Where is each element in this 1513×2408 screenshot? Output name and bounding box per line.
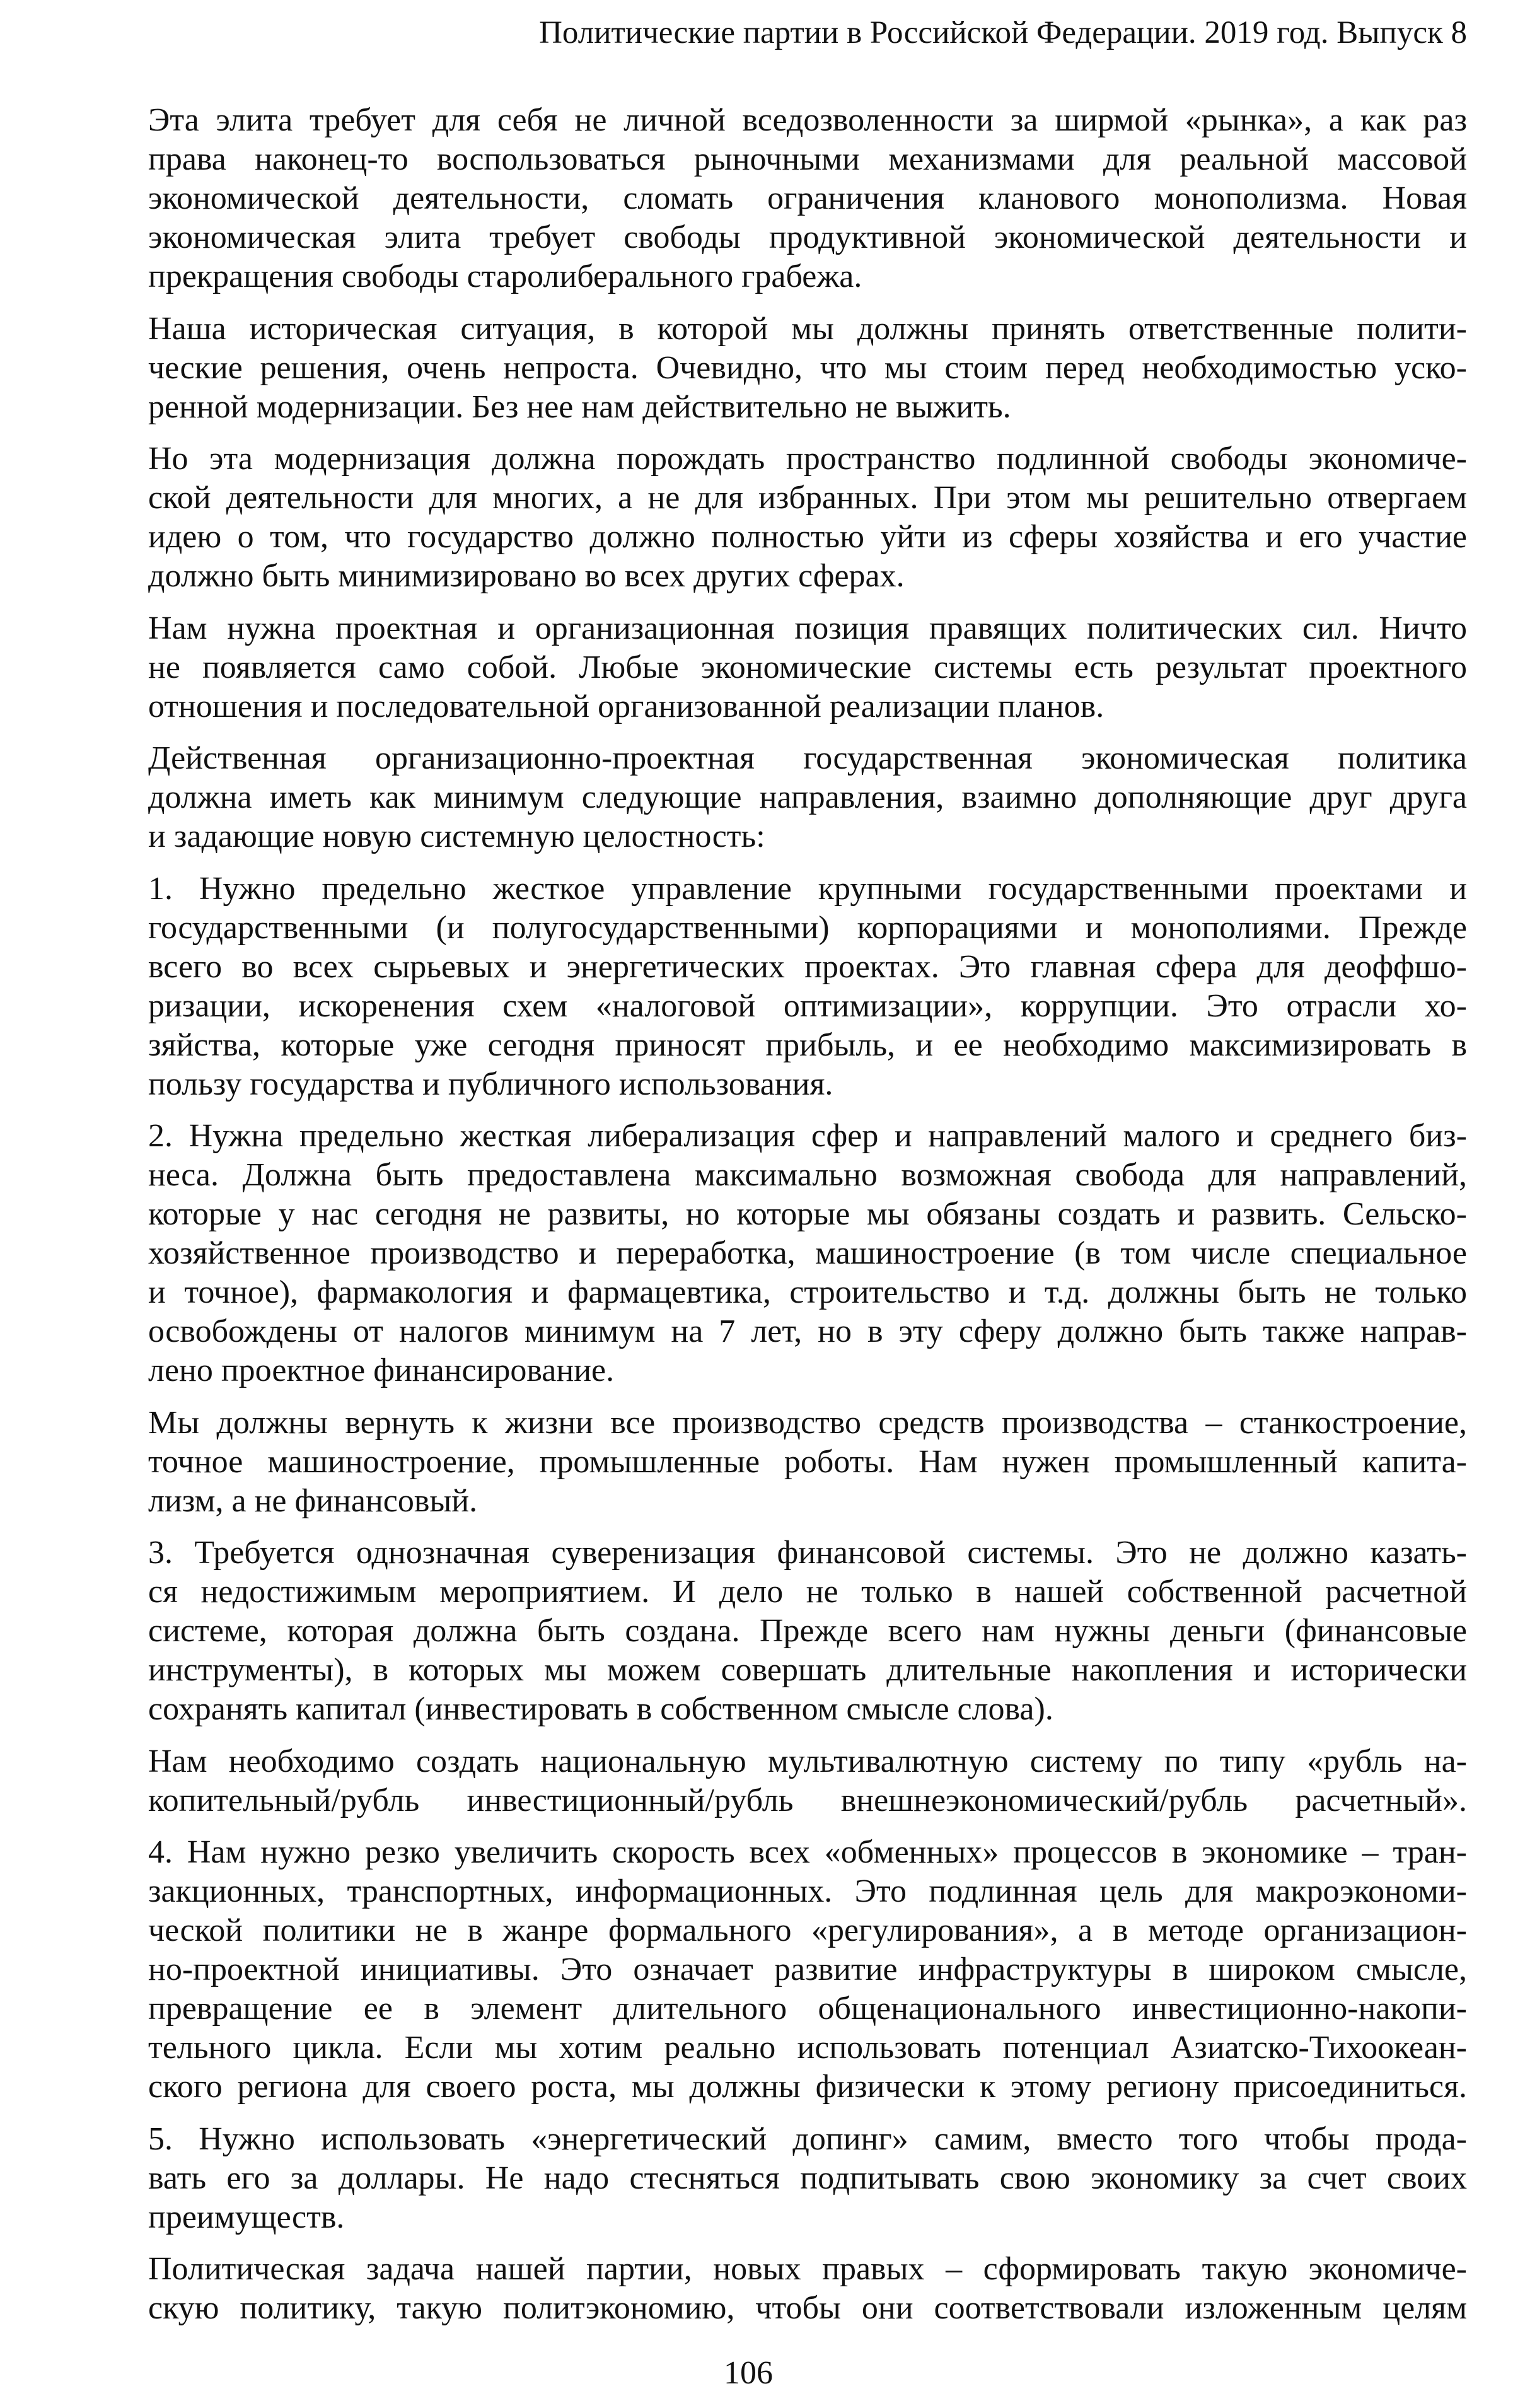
text-line: превращение ее в элемент длительного общенационального инвестиционно-накопи- [148,1991,1467,2027]
text-line: экономической деятельности, сломать ограничения кланового монополизма. Новая [148,180,1467,216]
text-line: Нам необходимо создать национальную мультивалютную систему по типу «рубль на- [148,1743,1467,1779]
text-line: не появляется само собой. Любые экономические системы есть результат проектного [148,649,1467,685]
text-line: и задающие новую системную целостность: [148,818,765,854]
paragraph [148,2250,1467,2328]
body-text [148,101,1467,2341]
text-line: зяйства, которые уже сегодня приносят прибыль, и ее необходимо максимизировать в [148,1027,1467,1063]
text-line: лизм, а не финансовый. [148,1482,478,1519]
list-item-paragraph [148,870,1467,1104]
text-line: всего во всех сырьевых и энергетических проектах. Это главная сфера для деоффшо- [148,948,1467,985]
paragraph [148,439,1467,596]
text-line: и точное), фармакология и фармацевтика, строительство и т.д. должны быть не только [148,1274,1467,1310]
text-line: системе, которая должна быть создана. Прежде всего нам нужны деньги (финансовые [148,1613,1467,1649]
text-line: хозяйственное производство и переработка, машиностроение (в том числе специальное [148,1235,1467,1271]
list-item-paragraph [148,1833,1467,2107]
text-line: прекращения свободы старолиберального грабежа. [148,259,862,294]
text-line: Наша историческая ситуация, в которой мы должны принять ответственные полити- [148,310,1467,347]
text-line: лено проектное финансирование. [148,1352,615,1388]
text-line: точное машиностроение, промышленные роботы. Нам нужен промышленный капита- [148,1443,1467,1480]
text-line: Политическая задача нашей партии, новых правых – сформировать такую экономиче- [148,2251,1467,2287]
text-line: государственными (и полугосударственными) корпорациями и монополиями. Прежде [148,909,1467,946]
text-line: пользу государства и публичного использования. [148,1066,833,1102]
text-line: ческие решения, очень непроста. Очевидно, что мы стоим перед необходимостью уско- [148,349,1467,386]
list-item-paragraph [148,1533,1467,1729]
text-line: Но эта модернизация должна порождать пространство подлинной свободы экономиче- [148,441,1467,477]
text-line: Нам нужна проектная и организационная позиция правящих политических сил. Ничто [148,610,1467,646]
text-line: 3. Требуется однозначная суверенизация финансовой системы. Это не должно казать- [148,1535,1467,1571]
text-line: ризации, искоренения схем «налоговой оптимизации», коррупции. Это отрасли хо- [148,987,1467,1024]
text-line: ского региона для своего роста, мы должны физически к этому региону присоединиться. [148,2069,1467,2105]
text-line: неса. Должна быть предоставлена максимально возможная свобода для направлений, [148,1157,1467,1193]
text-line: должно быть минимизировано во всех других сферах. [148,558,905,594]
text-line: 4. Нам нужно резко увеличить скорость всех «обменных» процессов в экономике – тран- [148,1834,1467,1870]
text-line: тельного цикла. Если мы хотим реально использовать потенциал Азиатско-Тихоокеан- [148,2030,1467,2066]
text-line: должна иметь как минимум следующие направления, взаимно дополняющие друг друга [148,779,1467,815]
text-line: преимуществ. [148,2199,345,2235]
running-head: Политические партии в Российской Федерации. 2019 год. Выпуск 8 [539,15,1467,50]
text-line: ской деятельности для многих, а не для избранных. При этом мы решительно отвергаем [148,480,1467,516]
text-line: ся недостижимым мероприятием. И дело не только в нашей собственной расчетной [148,1574,1467,1610]
text-line: инструменты), в которых мы можем совершать длительные накопления и исторически [148,1652,1467,1688]
paragraph [148,310,1467,427]
text-line: которые у нас сегодня не развиты, но которые мы обязаны создать и развить. Сельско- [148,1196,1467,1232]
text-line: сохранять капитал (инвестировать в собственном смысле слова). [148,1691,1053,1727]
text-line: идею о том, что государство должно полностью уйти из сферы хозяйства и его участие [148,519,1467,555]
list-item-paragraph [148,1117,1467,1390]
text-line: скую политику, такую политэкономию, чтобы они соответствовали изложенным целям [148,2290,1467,2326]
text-line: ренной модернизации. Без нее нам действительно не выжить. [148,388,1011,425]
list-item-paragraph [148,2120,1467,2237]
text-line: но-проектной инициативы. Это означает развитие инфраструктуры в широком смысле, [148,1951,1467,1987]
text-line: Эта элита требует для себя не личной вседозволенности за ширмой «рынка», а как раз [148,102,1467,138]
page-number: 106 [724,2355,773,2391]
text-line: освобождены от налогов минимум на 7 лет, но в эту сферу должно быть также направ- [148,1313,1467,1349]
text-line: права наконец-то воспользоваться рыночными механизмами для реальной массовой [148,141,1467,177]
paragraph [148,1742,1467,1820]
text-line: 5. Нужно использовать «энергетический допинг» самим, вместо того чтобы прода- [148,2120,1467,2157]
text-line: копительный/рубль инвестиционный/рубль внешнеэкономический/рубль расчетный». [148,1782,1467,1818]
text-line: закционных, транспортных, информационных. Это подлинная цель для макроэкономи- [148,1873,1467,1909]
text-line: экономическая элита требует свободы продуктивной экономической деятельности и [148,219,1467,255]
paragraph [148,609,1467,726]
paragraph [148,1404,1467,1521]
text-line: Действенная организационно-проектная государственная экономическая политика [148,740,1467,776]
paragraph [148,739,1467,856]
text-line: 1. Нужно предельно жесткое управление крупными государственными проектами и [148,870,1467,907]
text-line: 2. Нужна предельно жесткая либерализация сфер и направлений малого и среднего биз- [148,1118,1467,1154]
text-line: отношения и последовательной организованной реализации планов. [148,688,1104,724]
text-line: ческой политики не в жанре формального «регулирования», а в методе организацион- [148,1912,1467,1948]
text-line: вать его за доллары. Не надо стесняться подпитывать свою экономику за счет своих [148,2160,1467,2196]
text-line: Мы должны вернуть к жизни все производство средств производства – станкостроение, [148,1404,1467,1441]
paragraph [148,101,1467,296]
